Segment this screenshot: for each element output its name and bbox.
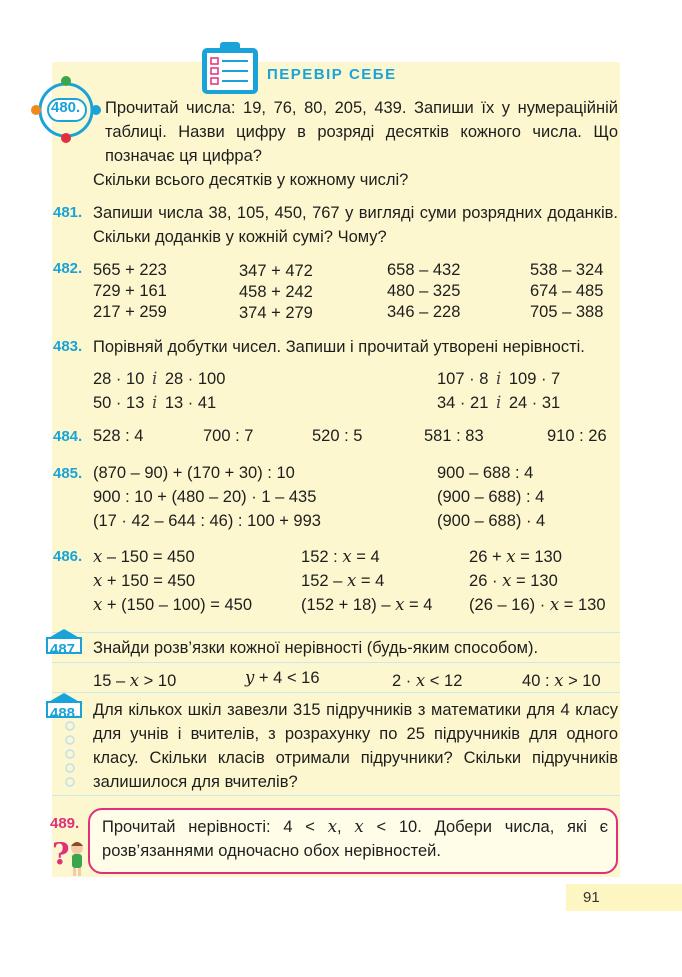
expression: 107 · 8 (437, 370, 489, 388)
equation: 26 + x = 130 (469, 547, 562, 566)
comparison-blank: і (151, 369, 158, 388)
expression: 581 : 83 (424, 427, 484, 445)
task-number: 489. (50, 815, 80, 832)
task-480-text: Прочитай числа: 19, 76, 80, 205, 439. Запиши їх у нумераційній таблиці. Назви цифру в розряді десятків кожного числа. Що позначає ця цифра? (105, 99, 618, 165)
task-number: 488. (50, 705, 80, 722)
grid-line (52, 662, 620, 663)
grid-line (52, 632, 620, 633)
expression: 109 · 7 (508, 370, 561, 388)
expression: 674 – 485 (530, 282, 604, 300)
expression: 729 + 161 (93, 282, 167, 300)
expression: 565 + 223 (93, 261, 167, 279)
equation: (26 – 16) · x = 130 (469, 595, 606, 614)
comparison-row (93, 393, 216, 413)
expression: (870 – 90) + (170 + 30) : 10 (93, 464, 295, 482)
expression: (17 · 42 – 644 : 46) : 100 + 993 (93, 512, 321, 530)
task-488-text: Для кількох шкіл завезли 315 підручників з математики для 4 класу для учнів і вчителів, з розрахунку по 25 підручників для одного класу. Скільки класів отримали підручники? Скільки підручників залишилося для вчителів? (93, 701, 618, 791)
expression: 658 – 432 (387, 261, 461, 279)
expression: 34 · 21 (437, 394, 489, 412)
task-480-text-2: Скільки всього десятків у кожному числі? (93, 171, 409, 189)
svg-text:?: ? (52, 837, 70, 872)
page-number: 91 (583, 889, 600, 906)
clipboard-checklist-icon (198, 40, 264, 96)
expression: 28 · 10 (93, 370, 145, 388)
expression: 700 : 7 (203, 427, 254, 445)
section-title: ПЕРЕВІР СЕБЕ (267, 66, 397, 83)
expression: 13 · 41 (164, 394, 217, 412)
grid-line (52, 692, 620, 693)
inequality: 40 : x > 10 (522, 671, 601, 690)
task-483-text: Порівняй добутки чисел. Запиши і прочитай утворені нерівності. (93, 338, 585, 356)
task-number: 486. (53, 548, 83, 565)
task-number: 481. (53, 204, 83, 221)
equation: 26 · x = 130 (469, 571, 558, 590)
equation: x + 150 = 450 (93, 571, 196, 590)
expression: 217 + 259 (93, 303, 167, 321)
task-number: 480. (51, 99, 81, 116)
inequality: 2 · x < 12 (392, 671, 463, 690)
equation: 152 – x = 4 (301, 571, 385, 590)
expression: 520 : 5 (312, 427, 363, 445)
equation: x – 150 = 450 (93, 547, 195, 566)
expression: 24 · 31 (508, 394, 561, 412)
comparison-blank: і (495, 393, 502, 412)
inequality: y + 4 < 16 (245, 668, 320, 687)
expression: (900 – 688) : 4 (437, 488, 545, 506)
comparison-blank: і (151, 393, 158, 412)
comparison-row (437, 393, 560, 413)
expression: 50 · 13 (93, 394, 145, 412)
comparison-row (437, 369, 560, 389)
expression: 458 + 242 (239, 283, 313, 301)
expression: 900 – 688 : 4 (437, 464, 534, 482)
expression: 28 · 100 (164, 370, 226, 388)
expression: 910 : 26 (547, 427, 607, 445)
comparison-row (93, 369, 225, 389)
task-number: 485. (53, 465, 83, 482)
spiral-binding-icon (60, 720, 80, 796)
expression: (900 – 688) · 4 (437, 512, 546, 530)
task-number: 483. (53, 338, 83, 355)
expression: 347 + 472 (239, 262, 313, 280)
task-number: 484. (53, 428, 83, 445)
grid-line (52, 795, 620, 796)
comparison-blank: і (495, 369, 502, 388)
task-number: 487. (50, 641, 80, 658)
expression: 538 – 324 (530, 261, 604, 279)
task-number: 482. (53, 260, 83, 277)
equation: x + (150 – 100) = 450 (93, 595, 253, 614)
task-487-text: Знайди розв’язки кожної нерівності (будь-яким способом). (93, 639, 539, 657)
task-489-text: Прочитай нерівності: 4 < x, x < 10. Добери числа, які є розв’язаннями одночасно обох нерівностей. (102, 817, 609, 860)
expression: 346 – 228 (387, 303, 461, 321)
expression: 528 : 4 (93, 427, 144, 445)
inequality: 15 – x > 10 (93, 671, 177, 690)
girl-question-icon (50, 834, 90, 880)
expression: 480 – 325 (387, 282, 461, 300)
equation: 152 : x = 4 (301, 547, 380, 566)
equation: (152 + 18) – x = 4 (301, 595, 433, 614)
expression: 374 + 279 (239, 304, 313, 322)
expression: 705 – 388 (530, 303, 604, 321)
expression: 900 : 10 + (480 – 20) · 1 – 435 (93, 488, 317, 506)
task-481-text: Запиши числа 38, 105, 450, 767 у вигляді суми розрядних доданків. Скільки доданків у кожній сумі? Чому? (93, 204, 618, 246)
